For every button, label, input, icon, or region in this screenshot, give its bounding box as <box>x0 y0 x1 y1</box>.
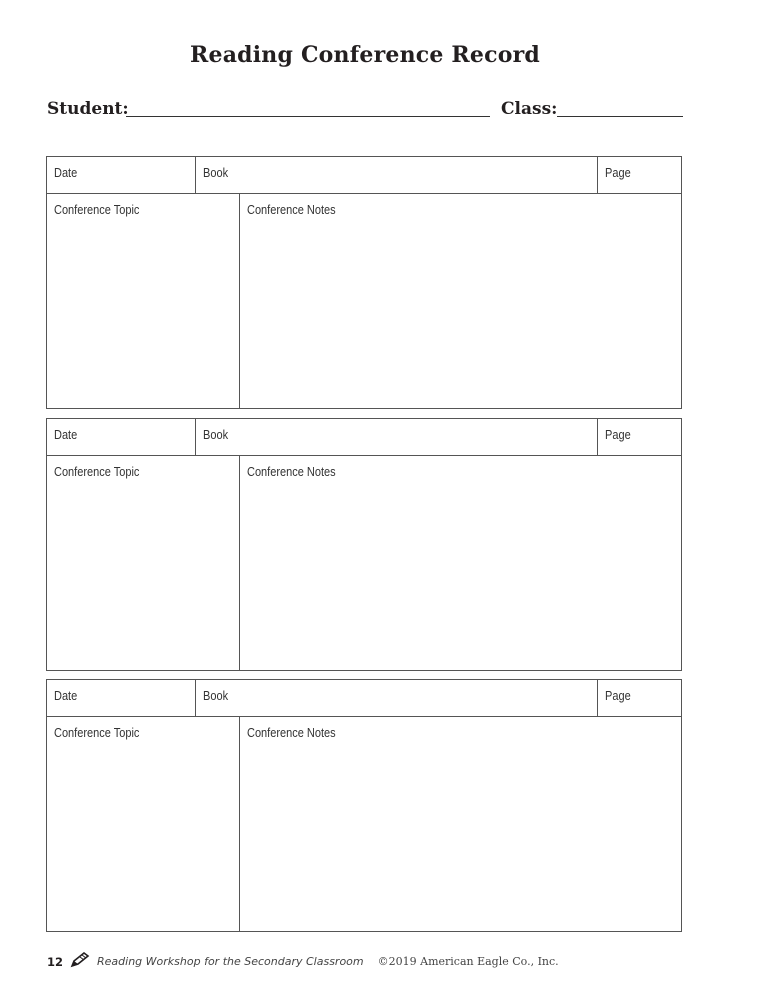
topic-field[interactable] <box>47 194 240 408</box>
page-field[interactable] <box>598 419 682 456</box>
date-field[interactable] <box>47 419 196 456</box>
book-label: Book <box>203 166 229 180</box>
notes-field[interactable] <box>240 194 681 408</box>
book-field[interactable] <box>196 680 598 717</box>
copyright: ©2019 American Eagle Co., Inc. <box>377 955 559 968</box>
page-title: Reading Conference Record <box>190 42 540 68</box>
page-label: Page <box>605 166 631 180</box>
book-title: Reading Workshop for the Secondary Classroom <box>97 955 364 968</box>
notes-label: Conference Notes <box>247 203 336 217</box>
topic-label: Conference Topic <box>54 465 140 479</box>
conference-record-3 <box>46 679 682 932</box>
student-label: Student: <box>47 99 129 119</box>
notes-field[interactable] <box>240 456 681 670</box>
class-label: Class: <box>501 99 558 119</box>
conference-record-1 <box>46 156 682 409</box>
topic-field[interactable] <box>47 456 240 670</box>
date-label: Date <box>54 166 78 180</box>
topic-label: Conference Topic <box>54 726 140 740</box>
date-field[interactable] <box>47 680 196 717</box>
date-label: Date <box>54 689 78 703</box>
pencil-icon <box>69 952 91 971</box>
conference-record-2 <box>46 418 682 671</box>
book-label: Book <box>203 428 229 442</box>
class-field[interactable] <box>557 116 683 117</box>
notes-label: Conference Notes <box>247 465 336 479</box>
student-field[interactable] <box>126 116 490 117</box>
page-field[interactable] <box>598 680 682 717</box>
page-footer <box>47 952 559 971</box>
topic-label: Conference Topic <box>54 203 140 217</box>
page-field[interactable] <box>598 157 682 194</box>
book-field[interactable] <box>196 419 598 456</box>
notes-label: Conference Notes <box>247 726 336 740</box>
topic-field[interactable] <box>47 717 240 931</box>
date-field[interactable] <box>47 157 196 194</box>
book-field[interactable] <box>196 157 598 194</box>
book-label: Book <box>203 689 229 703</box>
page-label: Page <box>605 428 631 442</box>
date-label: Date <box>54 428 78 442</box>
notes-field[interactable] <box>240 717 681 931</box>
page-label: Page <box>605 689 631 703</box>
page-number: 12 <box>47 954 64 969</box>
